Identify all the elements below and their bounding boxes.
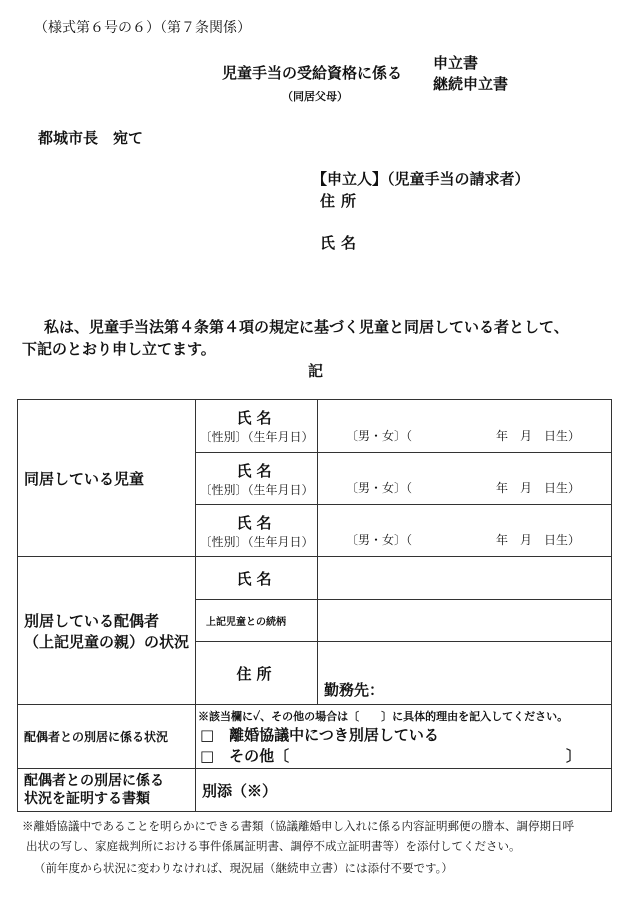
option-other-close: 〕 xyxy=(566,747,582,765)
page-title: 児童手当の受給資格に係る xyxy=(222,64,403,82)
child-3-label-cell xyxy=(196,505,318,557)
relation-label: 上記児童との続柄 xyxy=(196,600,318,642)
page-subtitle: （同居父母） xyxy=(282,90,348,103)
separation-status-label: 配偶者との別居に係る状況 xyxy=(18,705,196,769)
applicant-name-label: 氏名 xyxy=(320,234,363,252)
title-option-application: 申立書 xyxy=(433,54,479,72)
footnote-line-1: ※離婚協議中であることを明らかにできる書類（協議離婚申し入れに係る内容証明郵便の謄本、調停期日呼 xyxy=(22,819,574,833)
separation-note: ※該当欄に✓、その他の場合は〔 〕に具体的理由を記入してください。 xyxy=(198,710,569,723)
proof-document-label xyxy=(18,769,196,812)
child-1-info-field[interactable] xyxy=(318,400,612,453)
gender-choice: 〔男・女〕（ xyxy=(346,429,413,443)
gender-choice: 〔男・女〕（ xyxy=(346,533,413,547)
child-2-info-field[interactable] xyxy=(318,453,612,505)
child-sex-dob-label: 〔性別〕（生年月日） xyxy=(199,430,314,444)
statement-line-2: 下記のとおり申し立てます。 xyxy=(22,340,216,358)
child-sex-dob-label: 〔性別〕（生年月日） xyxy=(199,482,314,497)
option-divorce-checkbox[interactable]: □ 離婚協議中につき別居している xyxy=(200,726,439,744)
applicant-heading: 【申立人】（児童手当の請求者） xyxy=(312,170,530,188)
birth-date-fields: 年 月 日生） xyxy=(496,533,581,547)
proof-label-line-1: 配偶者との別居に係る xyxy=(24,773,164,789)
spouse-name-label: 氏名 xyxy=(196,557,318,600)
declaration-table xyxy=(17,399,612,812)
proof-document-value: 別添（※） xyxy=(196,769,612,812)
child-name-label: 氏名 xyxy=(236,513,277,532)
spouse-address-field[interactable] xyxy=(318,642,612,705)
option-other-label: □ その他〔 xyxy=(200,747,290,765)
child-1-label-cell xyxy=(196,400,318,453)
spouse-address-label: 住所 xyxy=(196,642,318,705)
spouse-name-field[interactable] xyxy=(318,557,612,600)
child-sex-dob-label: 〔性別〕（生年月日） xyxy=(199,534,314,549)
addressee: 都城市長 宛て xyxy=(38,129,144,147)
ki-heading: 記 xyxy=(308,362,324,380)
birth-date-fields: 年 月 日生） xyxy=(496,429,581,443)
cohabiting-children-label: 同居している児童 xyxy=(18,400,196,557)
applicant-address-label: 住所 xyxy=(320,192,363,210)
workplace-label: 勤務先： xyxy=(324,681,385,699)
form-number: （様式第６号の６）（第７条関係） xyxy=(34,20,251,36)
spouse-label-line-1: 別居している配偶者 xyxy=(24,611,160,630)
relation-field[interactable] xyxy=(318,600,612,642)
gender-choice: 〔男・女〕（ xyxy=(346,481,413,495)
footnote-line-2: 出状の写し、家庭裁判所における事件係属証明書、調停不成立証明書等）を添付してください。 xyxy=(26,839,521,853)
proof-label-line-2: 状況を証明する書類 xyxy=(24,791,150,807)
child-name-label: 氏名 xyxy=(236,409,277,427)
child-name-label: 氏名 xyxy=(236,461,277,480)
separated-spouse-label xyxy=(18,557,196,705)
child-3-info-field[interactable] xyxy=(318,505,612,557)
footnote-line-3: （前年度から状況に変わりなければ、現況届（継続申立書）には添付不要です。） xyxy=(34,861,453,875)
option-other-checkbox[interactable] xyxy=(196,745,611,766)
title-option-renewal: 継続申立書 xyxy=(433,75,509,93)
spouse-label-line-2: （上記児童の親）の状況 xyxy=(24,632,190,651)
child-2-label-cell xyxy=(196,453,318,505)
birth-date-fields: 年 月 日生） xyxy=(496,481,581,495)
separation-status-cell xyxy=(196,705,612,769)
statement-line-1: 私は、児童手当法第４条第４項の規定に基づく児童と同居している者として、 xyxy=(44,318,569,336)
